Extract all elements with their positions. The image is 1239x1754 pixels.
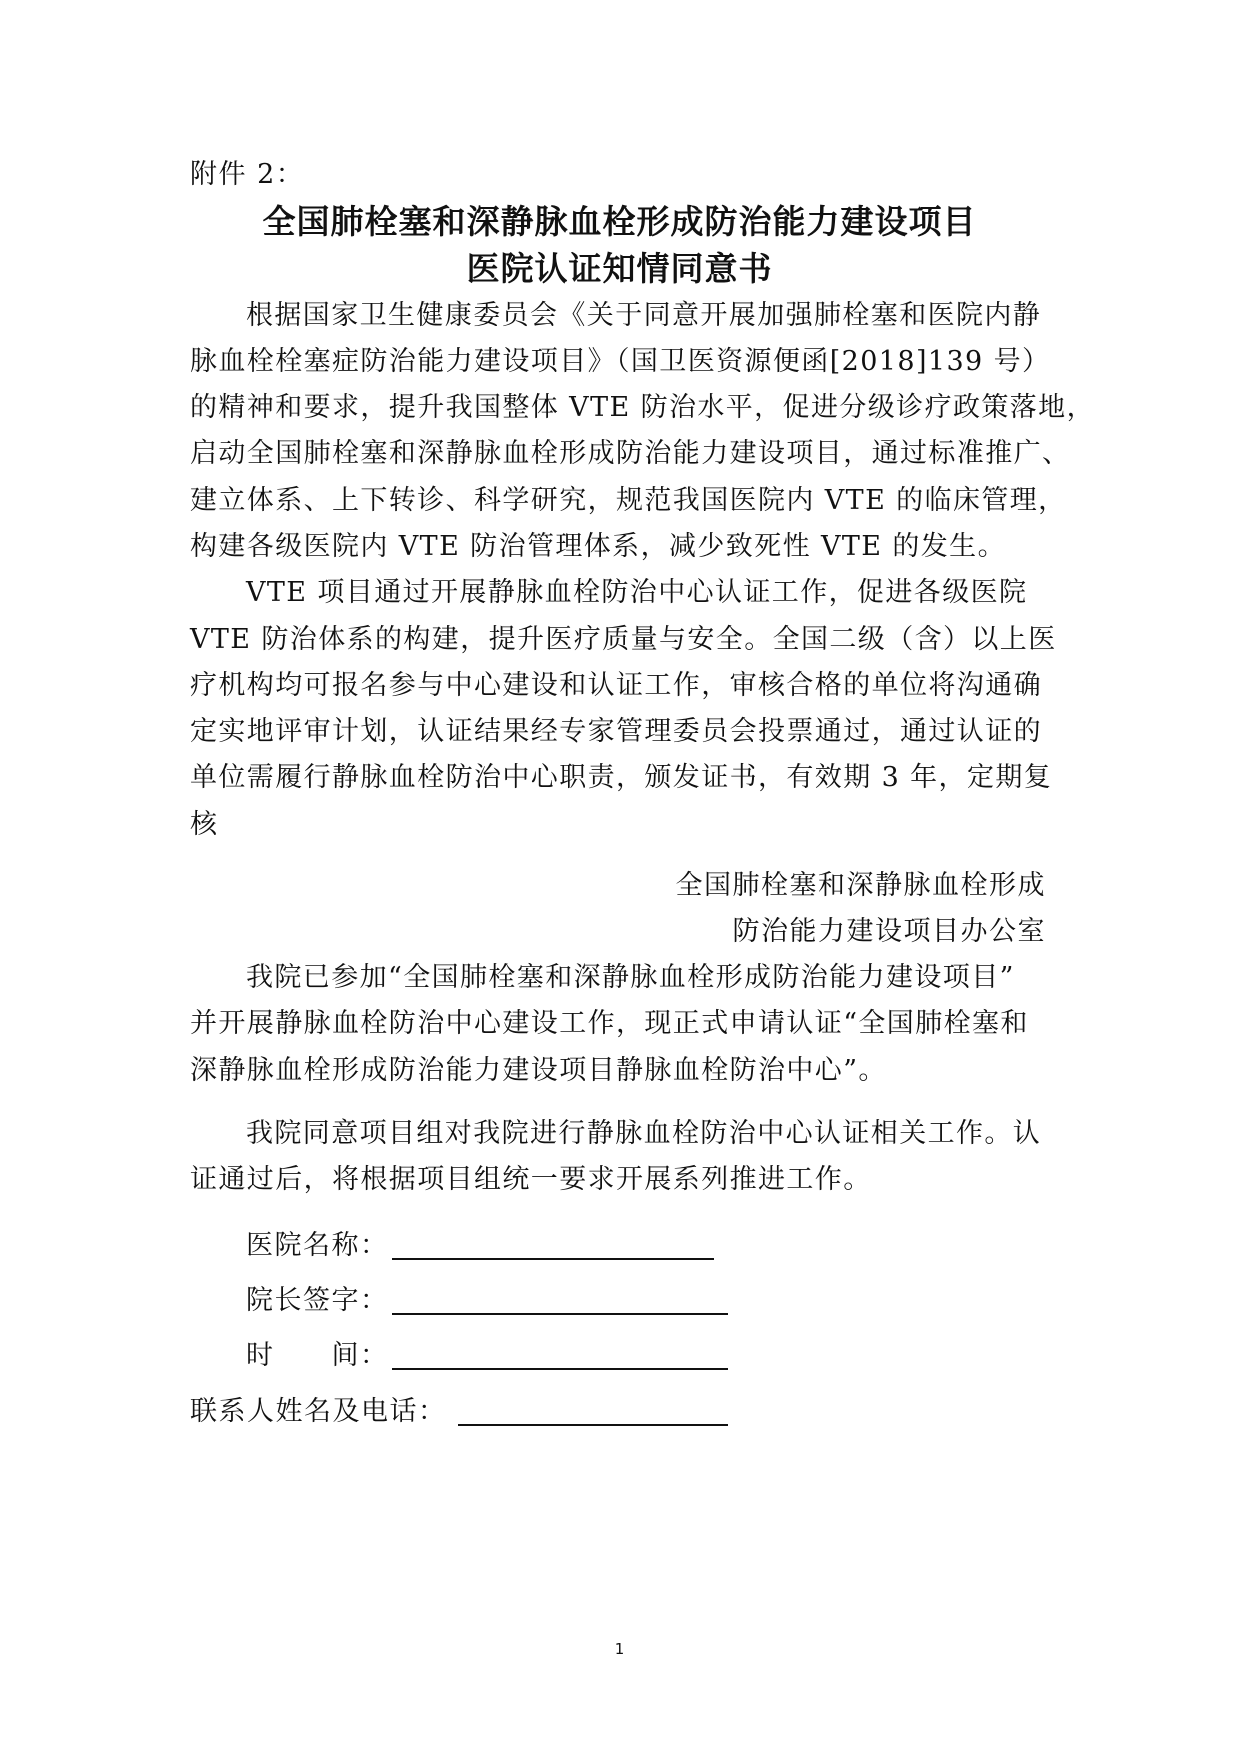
paragraph-line: 证通过后，将根据项目组统一要求开展系列推进工作。 — [190, 1164, 872, 1195]
paragraph-line: 启动全国肺栓塞和深静脉血栓形成防治能力建设项目，通过标准推广、 — [190, 438, 1071, 469]
hospital-name-label: 医院名称： — [246, 1230, 389, 1261]
paragraph-line: 深静脉血栓形成防治能力建设项目静脉血栓防治中心”。 — [190, 1055, 887, 1086]
time-field[interactable] — [392, 1368, 728, 1370]
paragraph-line: 我院同意项目组对我院进行静脉血栓防治中心认证相关工作。认 — [246, 1118, 1042, 1149]
paragraph-line: 我院已参加“全国肺栓塞和深静脉血栓形成防治能力建设项目” — [246, 962, 1015, 993]
time-label: 时 间： — [246, 1340, 389, 1371]
paragraph-line: VTE 防治体系的构建，提升医疗质量与安全。全国二级（含）以上医 — [190, 624, 1057, 655]
contact-field[interactable] — [458, 1424, 728, 1426]
issuer-name-line1: 全国肺栓塞和深静脉血栓形成 — [675, 870, 1046, 901]
issuer-name-line2: 防治能力建设项目办公室 — [732, 916, 1046, 947]
paragraph-line: 根据国家卫生健康委员会《关于同意开展加强肺栓塞和医院内静 — [246, 300, 1042, 331]
paragraph-line: 疗机构均可报名参与中心建设和认证工作，审核合格的单位将沟通确 — [190, 670, 1042, 701]
director-signature-label: 院长签字： — [246, 1285, 389, 1316]
paragraph-line: 定实地评审计划，认证结果经专家管理委员会投票通过，通过认证的 — [190, 716, 1042, 747]
document-title-line2: 医院认证知情同意书 — [466, 249, 773, 288]
director-signature-field[interactable] — [392, 1313, 728, 1315]
document-title-line1: 全国肺栓塞和深静脉血栓形成防治能力建设项目 — [262, 202, 977, 241]
paragraph-line: 核 — [190, 809, 219, 840]
paragraph-line: 并开展静脉血栓防治中心建设工作，现正式申请认证“全国肺栓塞和 — [190, 1008, 1029, 1039]
contact-label: 联系人姓名及电话： — [190, 1396, 447, 1427]
paragraph-line: 构建各级医院内 VTE 防治管理体系，减少致死性 VTE 的发生。 — [190, 531, 1006, 562]
paragraph-line: 脉血栓栓塞症防治能力建设项目》（国卫医资源便函[2018]139 号） — [190, 346, 1051, 377]
paragraph-line: 建立体系、上下转诊、科学研究，规范我国医院内 VTE 的临床管理， — [190, 485, 1067, 516]
paragraph-line: 单位需履行静脉血栓防治中心职责，颁发证书，有效期 3 年，定期复 — [190, 762, 1053, 793]
paragraph-line: VTE 项目通过开展静脉血栓防治中心认证工作，促进各级医院 — [246, 577, 1028, 608]
attachment-label: 附件 2： — [190, 159, 305, 190]
page-number: 1 — [614, 1640, 625, 1658]
paragraph-line: 的精神和要求，提升我国整体 VTE 防治水平，促进分级诊疗政策落地， — [190, 392, 1095, 423]
hospital-name-field[interactable] — [392, 1258, 714, 1260]
